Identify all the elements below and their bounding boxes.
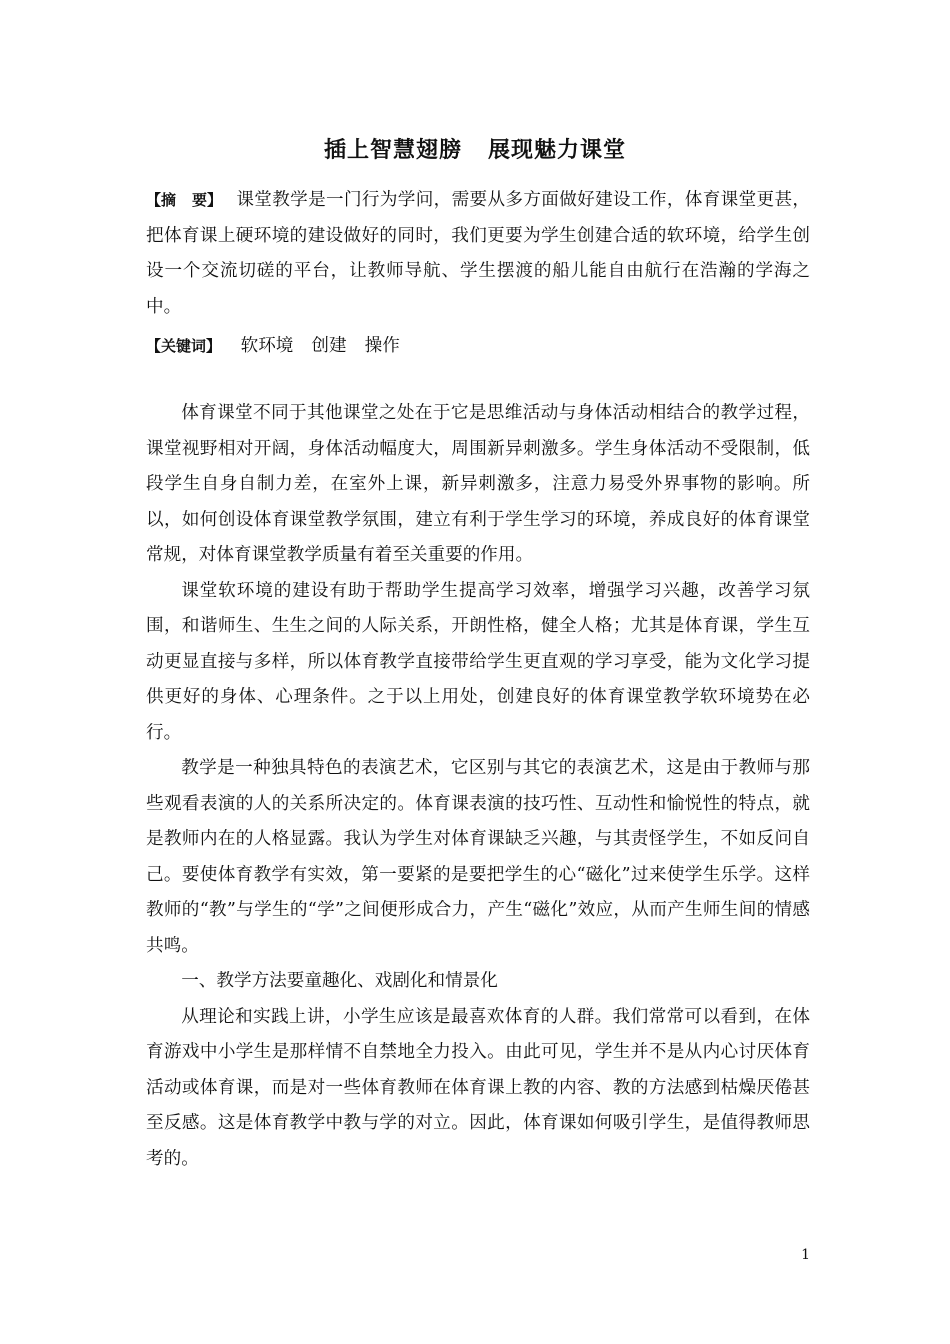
abstract-label-left: 【摘 <box>146 191 177 209</box>
abstract-label <box>146 183 222 219</box>
abstract-section <box>146 183 810 325</box>
keywords-section <box>146 329 810 365</box>
title-part-1: 插上智慧翅膀 <box>323 137 462 163</box>
abstract-label-right: 要】 <box>192 191 223 209</box>
paragraph: 课堂软环境的建设有助于帮助学生提高学习效率，增强学习兴趣，改善学习氛围，和谐师生、生生之间的人际关系，开朗性格，健全人格；尤其是体育课，学生互动更显直接与多样，所以体育教学直接带给学生更直观的学习享受，能为文化学习提供更好的身体、心理条件。之于以上用处，创建良好的体育课堂教学软环境势在必行。 <box>146 580 810 743</box>
section-heading: 一、教学方法要童趣化、戏剧化和情景化 <box>181 971 498 991</box>
keyword-item: 操作 <box>364 336 400 356</box>
paragraph: 教学是一种独具特色的表演艺术，它区别与其它的表演艺术，这是由于教师与那些观看表演的人的关系所决定的。体育课表演的技巧性、互动性和愉悦性的特点，就是教师内在的人格显露。我认为学生对体育课缺乏兴趣，与其责怪学生，不如反问自己。要使体育教学有实效，第一要紧的是要把学生的心“磁化”过来使学生乐学。这样教师的“教”与学生的“学”之间便形成合力，产生“磁化”效应，从而产生师生间的情感共鸣。 <box>146 758 810 956</box>
page-number: 1 <box>801 1247 810 1263</box>
keyword-item: 创建 <box>311 336 347 356</box>
abstract-text: 课堂教学是一门行为学问，需要从多方面做好建设工作，体育课堂更甚，把体育课上硬环境的建设做好的同时，我们更要为学生创建合适的软环境，给学生创设一个交流切磋的平台，让教师导航、学生摆渡的船儿能自由航行在浩瀚的学海之中。 <box>146 190 810 317</box>
paragraph: 体育课堂不同于其他课堂之处在于它是思维活动与身体活动相结合的教学过程，课堂视野相对开阔，身体活动幅度大，周围新异刺激多。学生身体活动不受限制，低段学生自身自制力差，在室外上课，新异刺激多，注意力易受外界事物的影响。所以，如何创设体育课堂教学氛围，建立有利于学生学习的环境，养成良好的体育课堂常规，对体育课堂教学质量有着至关重要的作用。 <box>146 403 810 565</box>
document-title <box>0 134 950 166</box>
paragraph: 从理论和实践上讲，小学生应该是最喜欢体育的人群。我们常常可以看到，在体育游戏中小学生是那样情不自禁地全力投入。由此可见，学生并不是从内心讨厌体育活动或体育课，而是对一些体育教师在体育课上教的内容、教的方法感到枯燥厌倦甚至反感。这是体育教学中教与学的对立。因此，体育课如何吸引学生，是值得教师思考的。 <box>146 1006 810 1169</box>
title-part-2: 展现魅力课堂 <box>488 137 627 163</box>
body-text <box>146 396 810 1177</box>
keywords-label: 【关键词】 <box>146 337 222 355</box>
keyword-item: 软环境 <box>240 336 294 356</box>
